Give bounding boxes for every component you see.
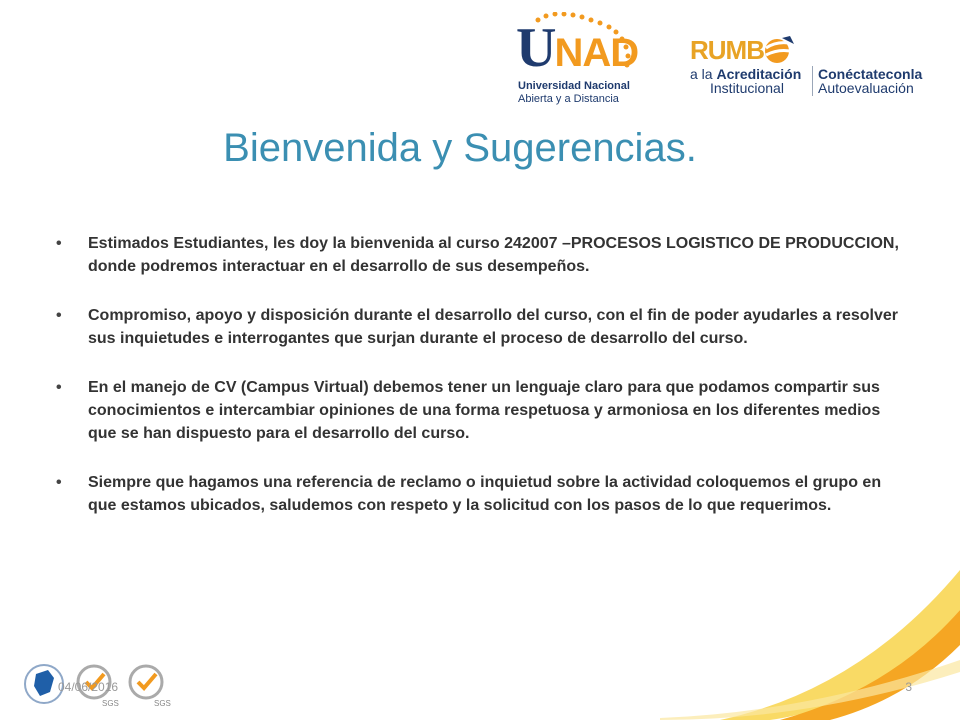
bullet-text: Estimados Estudiantes, les doy la bienvenida al curso 242007 –PROCESOS LOGISTICO DE PRODUCCION, donde podremos interactuar en el desarrollo de sus desempeños.	[88, 235, 899, 275]
rumbo-right-2: Autoevaluación	[818, 80, 914, 96]
rumbo-line-1: a la Acreditación	[690, 66, 802, 82]
bullet-item	[56, 471, 906, 517]
rumbo-wordmark: RUMB	[690, 35, 764, 65]
bullet-marker: •	[56, 474, 62, 491]
bullet-item	[56, 376, 906, 445]
slide-title: Bienvenida y Sugerencias.	[223, 126, 697, 170]
rumbo-globe-icon	[762, 36, 796, 66]
decorative-swoosh	[660, 540, 960, 720]
page-number: 3	[905, 680, 912, 694]
sgs-label-1: SGS	[102, 699, 119, 708]
rumbo-right-1: Conéctateconla	[818, 66, 923, 82]
rumbo-logo	[688, 36, 928, 100]
unad-wordmark: UNAD	[516, 17, 639, 79]
bullet-marker: •	[56, 235, 62, 252]
unad-subtitle-2: Abierta y a Distancia	[518, 93, 619, 105]
bullet-text: Compromiso, apoyo y disposición durante el desarrollo del curso, con el fin de poder ayudarles a resolver sus inquietudes e interrogantes que surjan durante el proceso de desarrollo del curso.	[88, 307, 898, 347]
sgs-badge-icon-2	[130, 666, 162, 698]
unad-subtitle-1: Universidad Nacional	[518, 80, 630, 92]
bullet-item	[56, 304, 906, 350]
bullet-list	[56, 232, 906, 543]
bullet-text: Siempre que hagamos una referencia de reclamo o inquietud sobre la actividad coloquemos el grupo en que estamos ubicados, saludemos con respeto y la solicitud con los pasos de lo que requerimos.	[88, 474, 882, 514]
footer-date: 04/06/2016	[58, 680, 119, 694]
bullet-marker: •	[56, 379, 62, 396]
bullet-item	[56, 232, 906, 278]
rumbo-line-2: Institucional	[710, 80, 784, 96]
unad-logo	[516, 12, 638, 108]
bullet-text: En el manejo de CV (Campus Virtual) debemos tener un lenguaje claro para que podamos compartir sus conocimientos e intercambiar opiniones de una forma respetuosa y armoniosa en los diferentes medios que se han dispuesto para el desarrollo del curso.	[88, 379, 881, 442]
bullet-marker: •	[56, 307, 62, 324]
sgs-label-2: SGS	[154, 699, 171, 708]
rumbo-divider	[812, 66, 813, 96]
